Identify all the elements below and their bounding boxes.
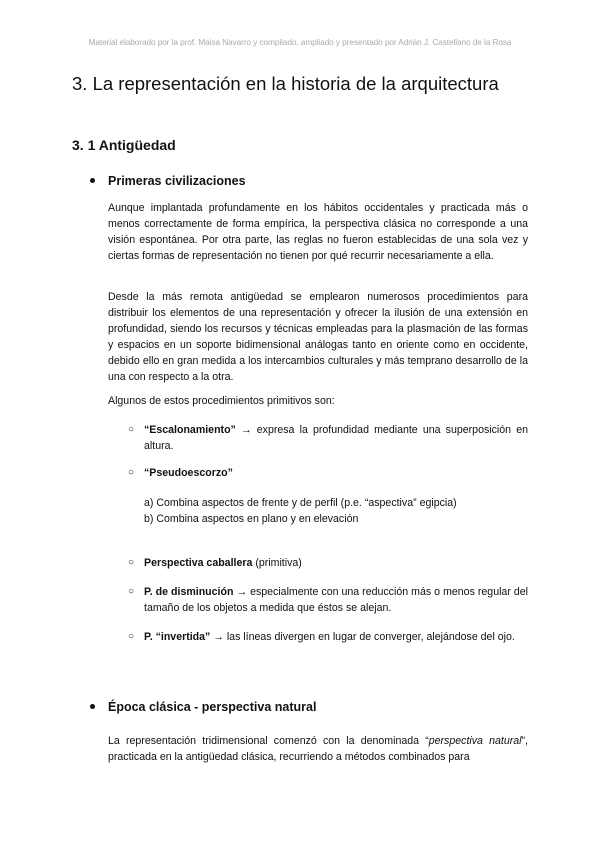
bullet-label: Primeras civilizaciones	[108, 174, 246, 188]
paragraph	[108, 733, 528, 765]
sub-item: b) Combina aspectos en plano y en elevación	[144, 513, 359, 525]
emphasis: perspectiva natural	[428, 735, 522, 747]
item-text: (primitiva)	[252, 557, 302, 569]
list-item	[128, 422, 528, 454]
text: La representación tridimensional comenzó con la denominada “	[108, 735, 429, 747]
section-heading: 3. 1 Antigüedad	[72, 137, 176, 153]
bullet-heading	[90, 174, 246, 188]
item-term: “Pseudoescorzo”	[144, 467, 233, 479]
list-item	[128, 629, 528, 645]
item-term: Perspectiva caballera	[144, 557, 253, 569]
list-item	[128, 465, 528, 481]
paragraph: Algunos de estos procedimientos primitivos son:	[108, 395, 335, 407]
circle-bullet-icon: ○	[128, 557, 135, 568]
bullet-icon	[90, 178, 95, 183]
paragraph: Aunque implantada profundamente en los hábitos occidentales y practicada más o menos correctamente de forma empírica, la perspectiva clásica no corresponde a una visión espontánea. Por otra parte, las reglas no fueron establecidas de una sola vez y ciertas formas de representación no tienen por qué recurrir necesariamente a ella.	[108, 202, 528, 262]
bullet-icon	[90, 704, 95, 709]
item-text: → expresa la profundidad mediante una superposición en altura.	[144, 424, 528, 452]
list-item	[128, 555, 528, 571]
circle-bullet-icon: ○	[128, 586, 135, 597]
item-term: “Escalonamiento”	[144, 424, 236, 436]
sub-item: a) Combina aspectos de frente y de perfil (p.e. “aspectiva” egipcia)	[144, 497, 457, 509]
text: ”, practicada en la antigüedad clásica, recurriendo a métodos combinados para	[108, 735, 528, 763]
page-title: 3. La representación en la historia de la arquitectura	[72, 73, 499, 94]
page-header: Material elaborado por la prof. Maisa Navarro y compilado, ampliado y presentado por Adrián J. Castellano de la Rosa	[88, 37, 512, 47]
circle-bullet-icon: ○	[128, 424, 135, 435]
item-term: P. de disminución	[144, 586, 234, 598]
circle-bullet-icon: ○	[128, 467, 135, 478]
item-text: → especialmente con una reducción más o menos regular del tamaño de los objetos a medida que éstos se alejan.	[144, 586, 529, 614]
list-item	[128, 584, 528, 616]
paragraph: Desde la más remota antigüedad se emplearon numerosos procedimientos para distribuir los elementos de una representación y ofrecer la ilusión de una extensión en profundidad, siendo los recursos y técnicas empleadas para la plasmación de las formas y espacios en un soporte bidimensional análogas tanto en oriente como en occidente, debido ello en gran medida a los intercambios culturales y más temprano desarrollo de la una con respecto a la otra.	[108, 291, 528, 383]
item-term: P. “invertida”	[144, 631, 211, 643]
circle-bullet-icon: ○	[128, 631, 135, 642]
item-text: → las líneas divergen en lugar de converger, alejándose del ojo.	[210, 631, 515, 643]
bullet-heading	[90, 700, 316, 714]
bullet-label: Época clásica - perspectiva natural	[108, 700, 317, 714]
